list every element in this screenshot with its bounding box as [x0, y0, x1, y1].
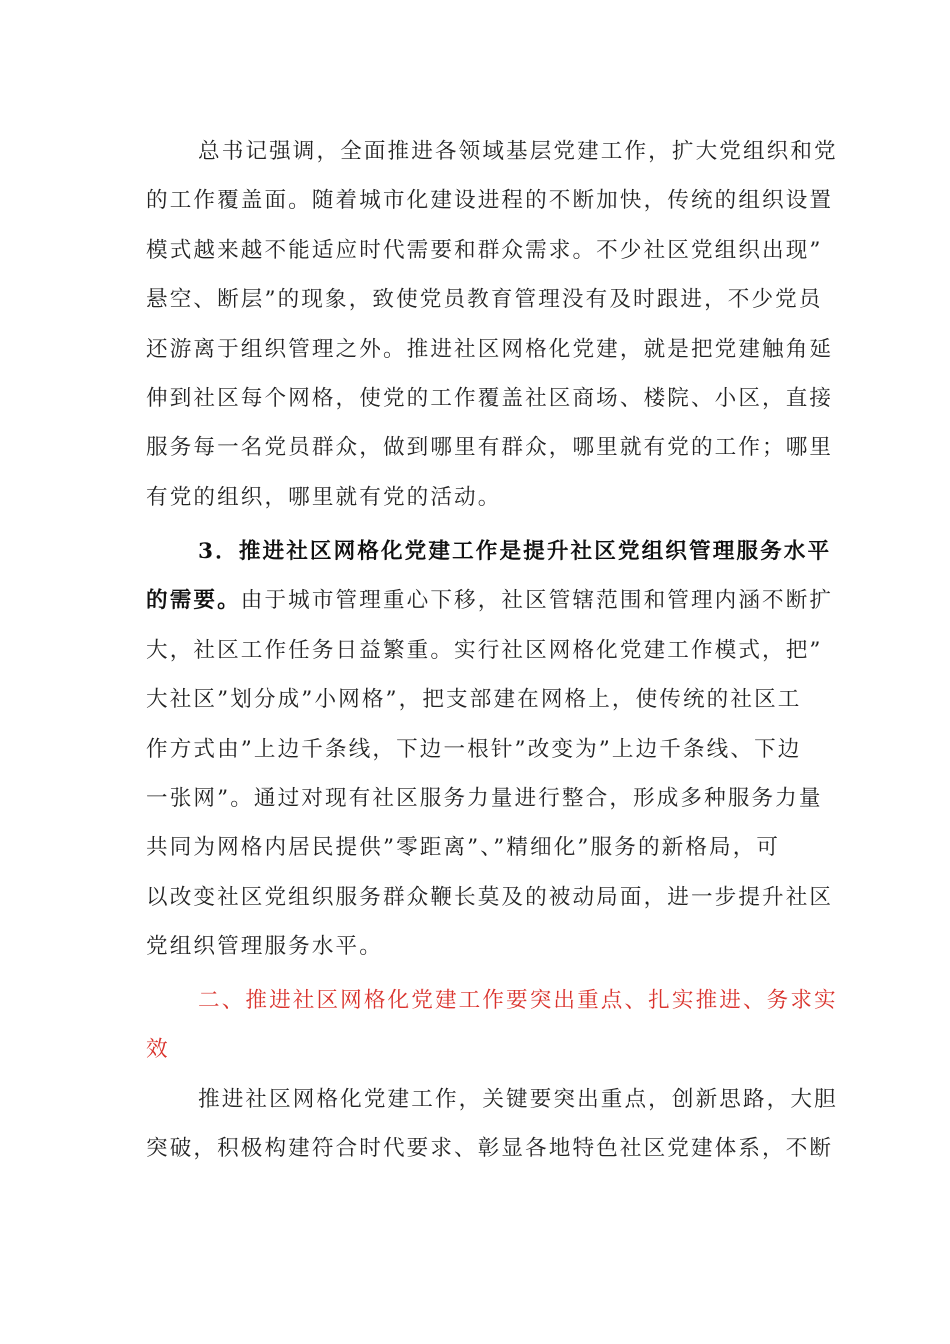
- paragraph-line: 作方式由”上边千条线，下边一根针”改变为”上边千条线、下边: [146, 736, 802, 762]
- paragraph-line: 的工作覆盖面。随着城市化建设进程的不断加快，传统的组织设置: [146, 188, 834, 214]
- paragraph-line: 党组织管理服务水平。: [146, 934, 383, 960]
- paragraph-line: 以改变社区党组织服务群众鞭长莫及的被动局面，进一步提升社区: [146, 884, 834, 910]
- paragraph-2: [146, 527, 834, 972]
- paragraph-line: 突破，积极构建符合时代要求、彰显各地特色社区党建体系，不断: [146, 1136, 834, 1162]
- paragraph-line: 推进社区网格化党建工作，关键要突出重点，创新思路，大胆: [198, 1087, 838, 1112]
- point-heading: 3．推进社区网格化党建工作是提升社区党组织管理服务水平: [198, 539, 832, 564]
- section-heading: [146, 976, 838, 1075]
- section-heading-line: 二、推进社区网格化党建工作要突出重点、扎实推进、务求实: [198, 988, 838, 1013]
- paragraph-1: [146, 127, 838, 522]
- paragraph-line: 总书记强调，全面推进各领域基层党建工作，扩大党组织和党: [198, 139, 838, 164]
- paragraph-3: [146, 1075, 838, 1174]
- paragraph-line: 一张网”。通过对现有社区服务力量进行整合，形成多种服务力量: [146, 785, 823, 811]
- paragraph-line: 悬空、断层”的现象，致使党员教育管理没有及时跟进，不少党员: [146, 287, 823, 313]
- paragraph-line: 有党的组织，哪里就有党的活动。: [146, 484, 502, 510]
- section-heading-line: 效: [146, 1037, 170, 1063]
- paragraph-line: 服务每一名党员群众，做到哪里有群众，哪里就有党的工作；哪里: [146, 435, 834, 461]
- paragraph-line: 大，社区工作任务日益繁重。实行社区网格化党建工作模式，把”: [146, 637, 823, 663]
- paragraph-line: 伸到社区每个网格，使党的工作覆盖社区商场、楼院、小区，直接: [146, 385, 834, 411]
- paragraph-line: 模式越来越不能适应时代需要和群众需求。不少社区党组织出现”: [146, 237, 823, 263]
- paragraph-line: 共同为网格内居民提供”零距离”、”精细化”服务的新格局，可: [146, 835, 781, 861]
- paragraph-line: 大社区”划分成”小网格”，把支部建在网格上，使传统的社区工: [146, 687, 802, 713]
- paragraph-text: 由于城市管理重心下移，社区管辖范围和管理内涵不断扩: [240, 588, 834, 614]
- point-heading-end: 的需要。: [146, 588, 241, 614]
- paragraph-line: 还游离于组织管理之外。推进社区网格化党建，就是把党建触角延: [146, 336, 834, 362]
- paragraph-line: [146, 576, 834, 625]
